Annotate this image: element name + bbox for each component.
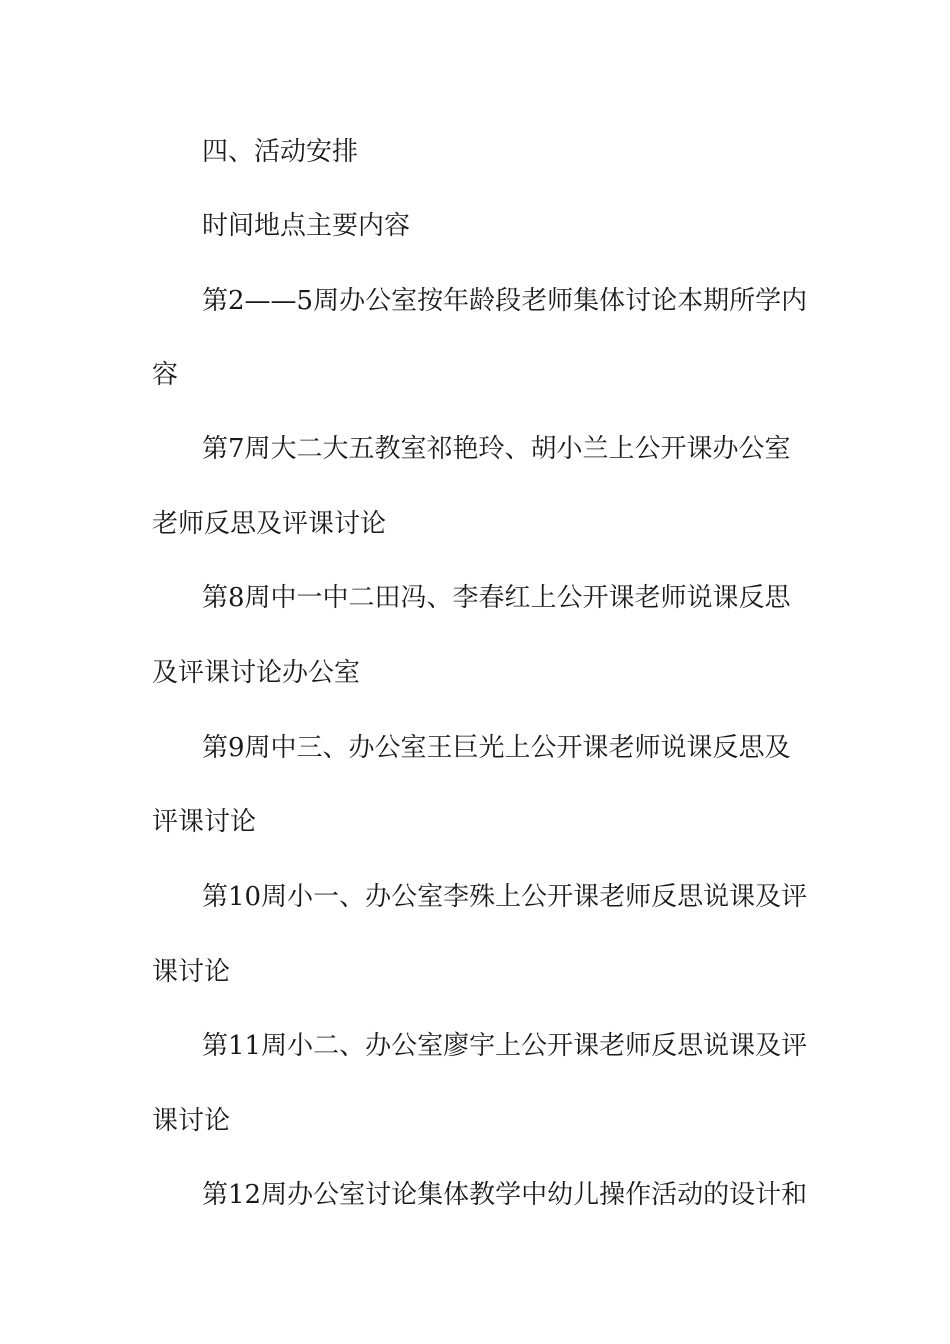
- paragraph-line: 及评课讨论办公室: [152, 658, 361, 688]
- paragraph-line: 第9周中三、办公室王巨光上公开课老师说课反思及: [202, 733, 791, 763]
- paragraph-line: 课讨论: [152, 1106, 231, 1136]
- paragraph-line: 第8周中一中二田冯、李春红上公开课老师说课反思: [202, 583, 791, 613]
- paragraph-line: 容: [152, 360, 179, 390]
- section-heading: 四、活动安排: [202, 137, 359, 167]
- paragraph-line: 课讨论: [152, 957, 231, 987]
- paragraph-line: 第7周大二大五教室祁艳玲、胡小兰上公开课办公室: [202, 434, 791, 464]
- paragraph-line: 第2——5周办公室按年龄段老师集体讨论本期所学内: [202, 286, 808, 316]
- paragraph-line: 第11周小二、办公室廖宇上公开课老师反思说课及评: [202, 1031, 808, 1061]
- paragraph-line: 评课讨论: [152, 807, 257, 837]
- paragraph-line: 老师反思及评课讨论: [152, 509, 387, 539]
- table-header-line: 时间地点主要内容: [202, 211, 411, 241]
- paragraph-line: 第10周小一、办公室李殊上公开课老师反思说课及评: [202, 882, 808, 912]
- paragraph-line: 第12周办公室讨论集体教学中幼儿操作活动的设计和: [202, 1180, 808, 1210]
